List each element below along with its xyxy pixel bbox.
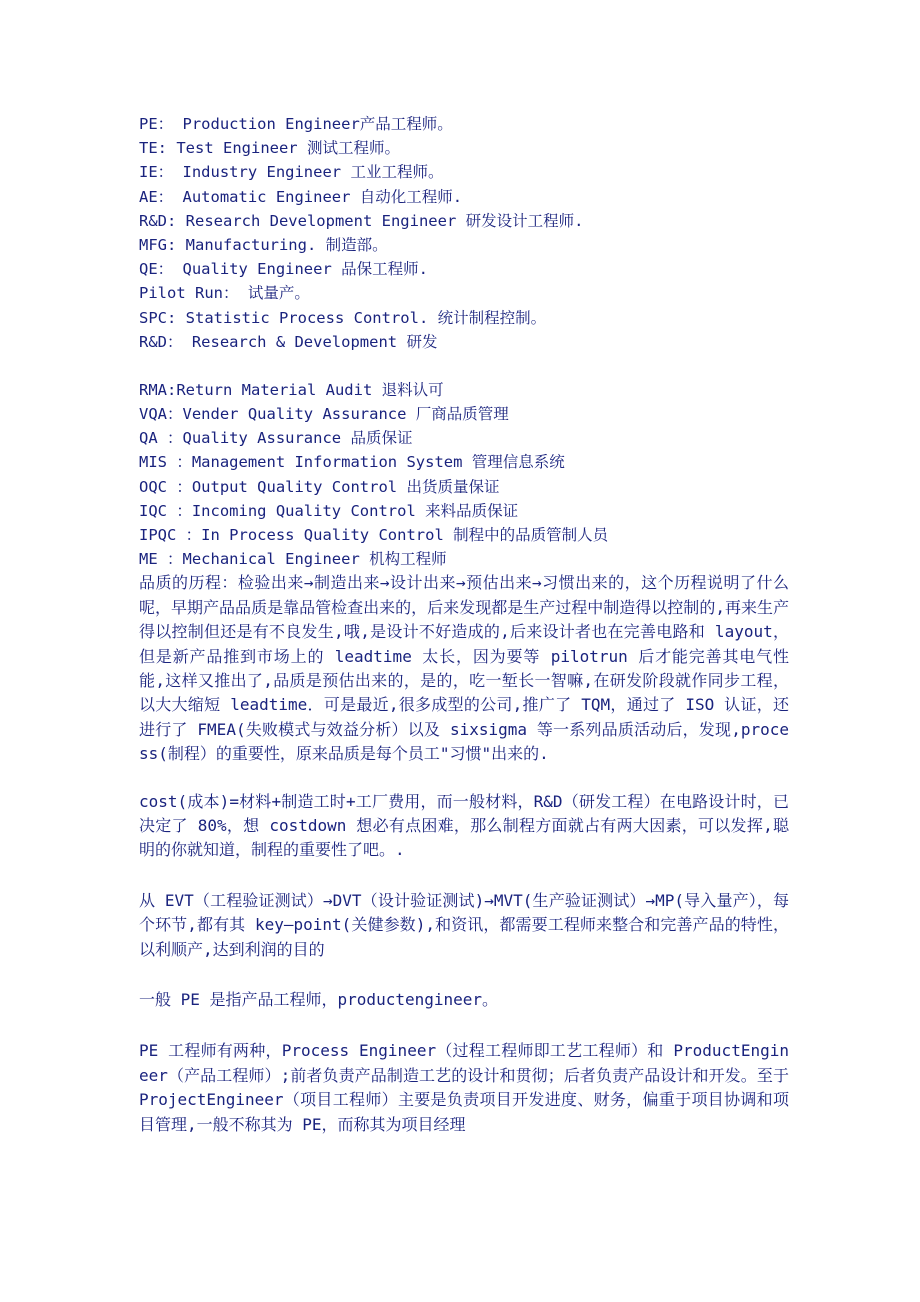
glossary-entry-te: TE: Test Engineer 测试工程师。 — [139, 139, 400, 158]
glossary-entry-oqc: OQC ：Output Quality Control 出货质量保证 — [139, 477, 500, 496]
blank-line — [139, 1012, 789, 1039]
glossary-entry-mfg: MFG: Manufacturing. 制造部。 — [139, 235, 388, 254]
paragraph-evt-flow: 从 EVT（工程验证测试）→DVT（设计验证测试)→MVT(生产验证测试）→MP(导入量产），每个环节,都有其 key—point(关健参数),和资讯，都需要工程师来整合和完善产品的特性，以利顺产,达到利润的目的 — [139, 890, 789, 959]
paragraph-pe-definition: 一般 PE 是指产品工程师，productengineer。 — [139, 990, 499, 1010]
blank-line — [139, 354, 789, 378]
glossary-entry-iqc: IQC ：Incoming Quality Control 来料品质保证 — [139, 501, 519, 520]
glossary-entry-ae: AE： Automatic Engineer 自动化工程师. — [139, 187, 463, 206]
paragraph-quality-history: 品质的历程：检验出来→制造出来→设计出来→预估出来→习惯出来的，这个历程说明了什么呢，早期产品品质是靠品管检查出来的，后来发现都是生产过程中制造得以控制的,再来生产得以控制但还是有不良发生,哦,是设计不好造成的,后来设计者也在完善电路和 layout，但是新产品推到市场上的 leadtime 太长，因为要等 pilotrun 后才能完善其电气性能,这样又推出了,品质是预估出来的，是的，吃一堑长一智嘛,在研发阶段就作同步工程，以大大缩短 leadtime．可是最近,很多成型的公司,推广了 TQM，通过了 ISO 认证，还进行了 FMEA(失败模式与效益分析）以及 sixsigma 等一系列品质活动后，发现,process(制程）的重要性，原来品质是每个员工"习惯"出来的. — [139, 573, 789, 764]
glossary-entry-ipqc: IPQC ：In Process Quality Control 制程中的品质管制人员 — [139, 526, 609, 544]
glossary-entry-rma: RMA:Return Material Audit 退料认可 — [139, 380, 444, 399]
blank-line — [139, 962, 789, 988]
blank-line — [139, 767, 789, 790]
glossary-entry-me: ME ：Mechanical Engineer 机构工程师 — [139, 550, 447, 569]
document-page — [139, 112, 789, 1137]
glossary-entry-pe: PE： Production Engineer产品工程师。 — [139, 115, 453, 133]
glossary-entry-qa: QA ：Quality Assurance 品质保证 — [139, 429, 413, 448]
glossary-list-1 — [139, 112, 789, 354]
paragraph-cost: cost(成本)=材料+制造工时+工厂费用，而一般材料，R&D（研发工程）在电路设计时，已决定了 80%，想 costdown 想必有点困难，那么制程方面就占有两大因素，可以发挥,聪明的你就知道，制程的重要性了吧。. — [139, 791, 789, 860]
glossary-entry-mis: MIS ：Management Information System 管理信息系统 — [139, 453, 565, 472]
glossary-entry-rd-2: R&D： Research & Development 研发 — [139, 332, 438, 351]
glossary-entry-ie: IE： Industry Engineer 工业工程师。 — [139, 163, 444, 182]
glossary-entry-vqa: VQA：Vender Quality Assurance 厂商品质管理 — [139, 405, 509, 424]
glossary-entry-pilot-run: Pilot Run： 试量产。 — [139, 284, 310, 303]
glossary-entry-rd: R&D: Research Development Engineer 研发设计工程师. — [139, 211, 584, 230]
glossary-list-2 — [139, 378, 789, 572]
paragraph-pe-types: PE 工程师有两种，Process Engineer（过程工程师即工艺工程师）和 ProductEngineer（产品工程师）;前者负责产品制造工艺的设计和贯彻；后者负责产品设计和开发。至于 ProjectEngineer（项目工程师）主要是负责项目开发进度、财务，偏重于项目协调和项目管理,一般不称其为 PE，而称其为项目经理 — [139, 1041, 789, 1134]
glossary-entry-qe: QE： Quality Engineer 品保工程师. — [139, 260, 428, 279]
glossary-entry-spc: SPC: Statistic Process Control. 统计制程控制。 — [139, 308, 547, 327]
blank-line — [139, 863, 789, 889]
